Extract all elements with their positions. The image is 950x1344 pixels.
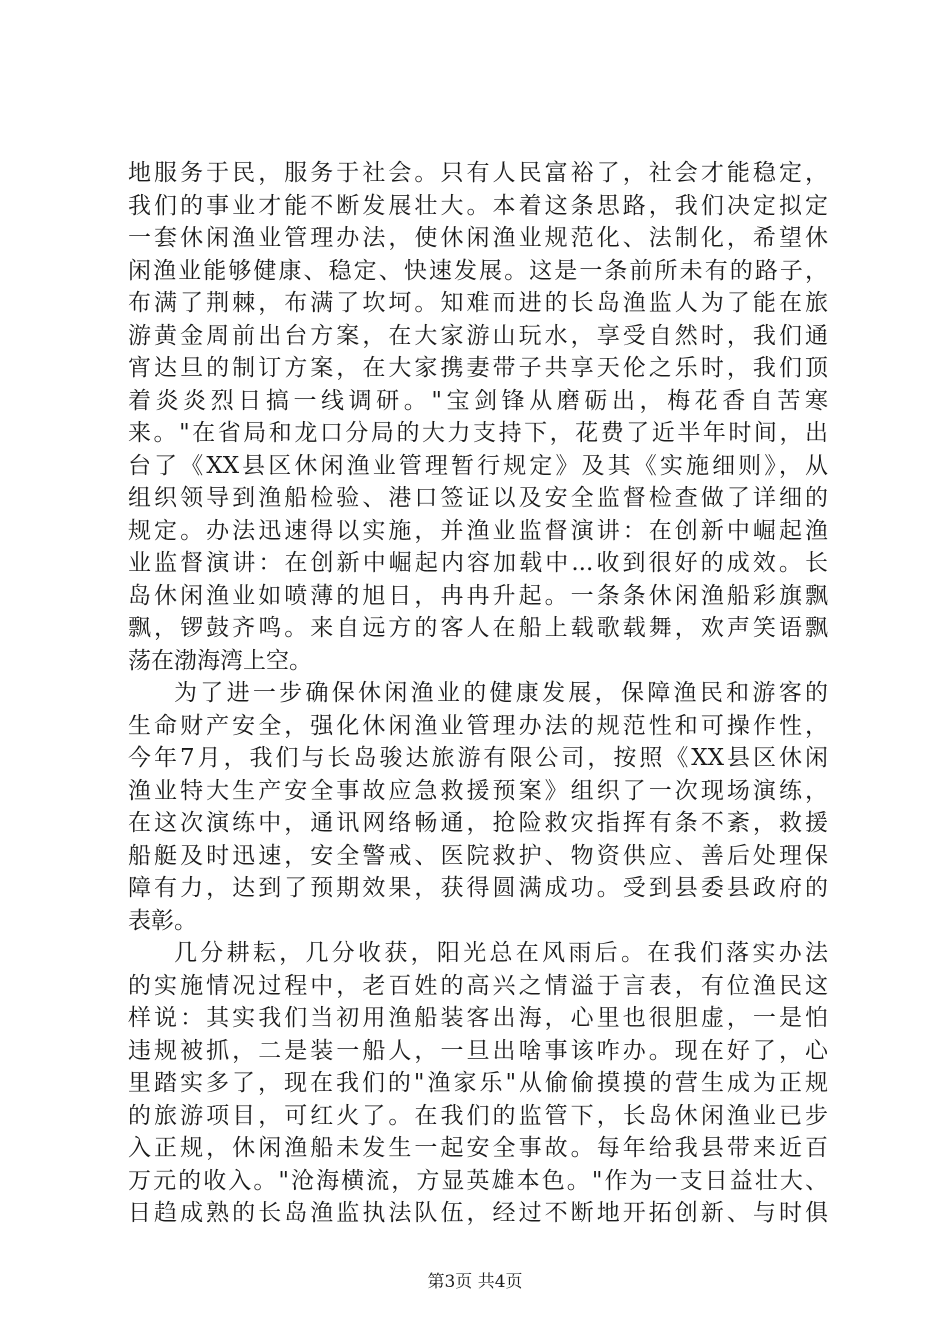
body-text-line: 宵达旦的制订方案，在大家携妻带子共享天伦之乐时，我们顶 [128,355,828,381]
body-text-line: 地服务于民，服务于社会。只有人民富裕了，社会才能稳定， [128,160,828,186]
body-text-line: 障有力，达到了预期效果，获得圆满成功。受到县委县政府的 [128,875,828,901]
body-text-line: 业监督演讲：在创新中崛起内容加载中...收到很好的成效。长 [128,550,828,576]
body-text-line: 游黄金周前出台方案，在大家游山玩水，享受自然时，我们通 [128,322,828,349]
body-text-line: 表彰。 [128,907,197,934]
body-text-line: 船艇及时迅速，安全警戒、医院救护、物资供应、善后处理保 [128,842,828,869]
body-text-line: 我们的事业才能不断发展壮大。本着这条思路，我们决定拟定 [128,192,828,219]
body-text-line: 着炎炎烈日搞一线调研。"宝剑锋从磨砺出，梅花香自苦寒 [128,387,828,414]
body-text-line: 里踏实多了，现在我们的"渔家乐"从偷偷摸摸的营生成为正规 [128,1070,828,1096]
body-text-line: 闲渔业能够健康、稳定、快速发展。这是一条前所未有的路子， [128,257,828,284]
body-text-line: 飘，锣鼓齐鸣。来自远方的客人在船上载歌载舞，欢声笑语飘 [128,615,828,641]
body-text-line: 规定。办法迅速得以实施，并渔业监督演讲：在创新中崛起渔 [128,517,828,544]
document-body [128,157,828,1230]
body-text-line: 的实施情况过程中，老百姓的高兴之情溢于言表，有位渔民这 [128,972,828,999]
body-text-line: 样说：其实我们当初用渔船装客出海，心里也很胆虚，一是怕 [128,1005,828,1031]
body-text-line: 一套休闲渔业管理办法，使休闲渔业规范化、法制化，希望休 [128,225,828,251]
body-text-line: 来。"在省局和龙口分局的大力支持下，花费了近半年时间，出 [128,420,828,446]
body-text-line: 违规被抓，二是装一船人，一旦出啥事该咋办。现在好了，心 [128,1037,828,1064]
body-text-line: 为了进一步确保休闲渔业的健康发展，保障渔民和游客的 [174,680,828,706]
body-text-line: 布满了荆棘，布满了坎坷。知难而进的长岛渔监人为了能在旅 [128,290,828,316]
body-text-line: 组织领导到渔船检验、港口签证以及安全监督检查做了详细的 [128,485,828,511]
body-text-line: 荡在渤海湾上空。 [128,647,312,674]
body-text-line: 生命财产安全，强化休闲渔业管理办法的规范性和可操作性， [128,712,828,739]
page-footer: 第3页 共4页 [427,1272,523,1292]
body-text-line: 台了《XX县区休闲渔业管理暂行规定》及其《实施细则》，从 [128,452,828,479]
body-text-line: 今年7月，我们与长岛骏达旅游有限公司，按照《XX县区休闲 [128,745,828,771]
body-text-line: 渔业特大生产安全事故应急救援预案》组织了一次现场演练， [128,777,828,804]
body-text-line: 在这次演练中，通讯网络畅通，抢险救灾指挥有条不紊，救援 [128,810,828,836]
body-text-line: 几分耕耘，几分收获，阳光总在风雨后。在我们落实办法 [174,940,828,966]
body-text-line: 入正规，休闲渔船未发生一起安全事故。每年给我县带来近百 [128,1135,828,1161]
body-text-line: 万元的收入。"沧海横流，方显英雄本色。"作为一支日益壮大、 [128,1167,828,1194]
body-text-line: 日趋成熟的长岛渔监执法队伍，经过不断地开拓创新、与时俱 [128,1200,828,1226]
body-text-line: 岛休闲渔业如喷薄的旭日，冉冉升起。一条条休闲渔船彩旗飘 [128,582,828,609]
body-text-line: 的旅游项目，可红火了。在我们的监管下，长岛休闲渔业已步 [128,1102,828,1129]
